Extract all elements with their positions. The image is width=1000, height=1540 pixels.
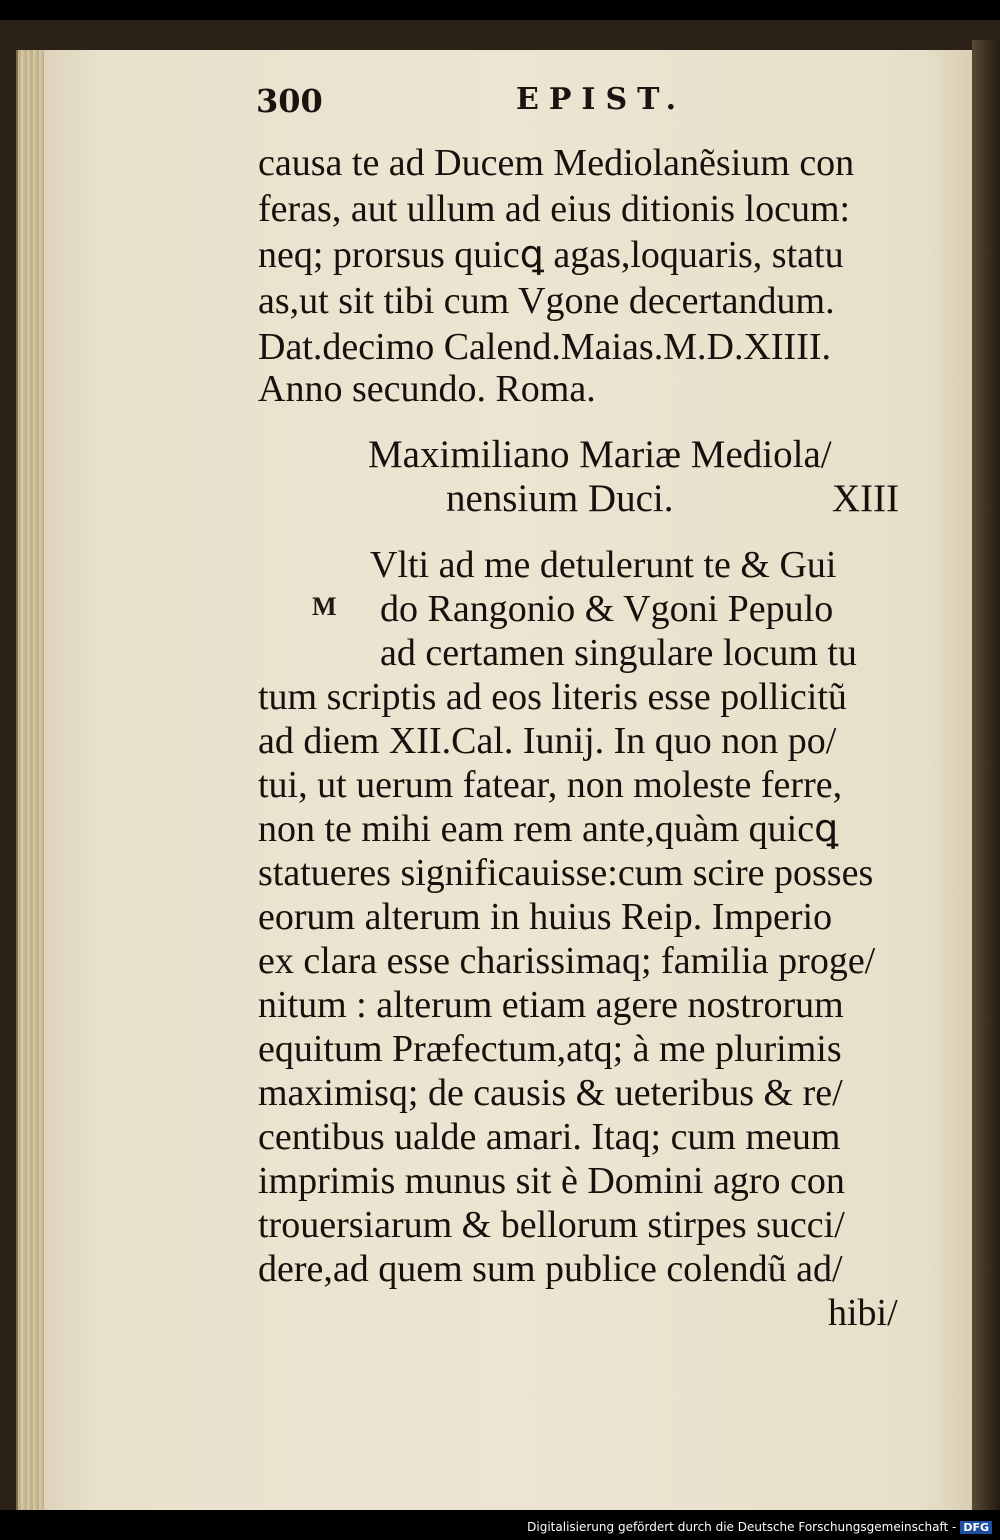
dfg-logo: DFG — [960, 1521, 992, 1534]
page-number: 300 — [256, 82, 323, 120]
text-line: trouersiarum & bellorum stirpes succi/ — [258, 1204, 845, 1246]
text-line: maximisq; de causis & ueteribus & re/ — [258, 1072, 843, 1114]
footer-bar — [0, 1510, 1000, 1540]
text-line: ad diem XII.Cal. Iunij. In quo non po/ — [258, 720, 837, 762]
text-line: equitum Præfectum,atq; à me plurimis — [258, 1028, 842, 1070]
letter-number: XIII — [832, 477, 900, 520]
page-header — [256, 82, 916, 128]
text-line: imprimis munus sit è Domini agro con — [258, 1160, 845, 1202]
text-line: ex clara esse charissimaq; familia proge/ — [258, 940, 876, 982]
catchword: hibi/ — [828, 1292, 898, 1334]
text-line: centibus ualde amari. Itaq; cum meum — [258, 1116, 841, 1158]
text-line: tum scriptis ad eos literis esse pollicitũ — [258, 676, 847, 718]
marginal-initial: M — [312, 592, 337, 621]
text-line: nitum : alterum etiam agere nostrorum — [258, 984, 844, 1026]
text-line: eorum alterum in huius Reip. Imperio — [258, 896, 833, 938]
text-line: dere,ad quem sum publice colendũ ad/ — [258, 1248, 843, 1290]
text-line: statueres significauisse:cum scire posses — [258, 852, 874, 894]
text-line: Dat.decimo Calend.Maias.M.D.XIIII. — [258, 326, 832, 368]
text-line: ad certamen singulare locum tu — [380, 632, 857, 674]
text-line: Anno secundo. Roma. — [258, 368, 596, 410]
text-line: neq; prorsus quicꝗ agas,loquaris, statu — [258, 234, 844, 276]
text-line: feras, aut ullum ad eius ditionis locum: — [258, 188, 851, 230]
running-head: EPIST. — [516, 82, 687, 117]
text-line: tui, ut uerum fatear, non moleste ferre, — [258, 764, 843, 806]
text-line: non te mihi eam rem ante,quàm quicꝗ — [258, 808, 839, 850]
heading-line: nensium Duci. — [446, 477, 674, 520]
text-line: causa te ad Ducem Mediolanẽsium con — [258, 142, 855, 184]
spine-shadow — [972, 40, 1000, 1530]
text-line: Vlti ad me detulerunt te & Gui — [370, 544, 837, 586]
text-line: as,ut sit tibi cum Vgone decertandum. — [258, 280, 835, 322]
credit-text: Digitalisierung gefördert durch die Deutsche Forschungsgemeinschaft - — [527, 1520, 957, 1534]
footer-credit — [527, 1520, 992, 1534]
heading-line: Maximiliano Mariæ Mediola/ — [368, 433, 832, 476]
text-line: do Rangonio & Vgoni Pepulo — [380, 588, 834, 630]
